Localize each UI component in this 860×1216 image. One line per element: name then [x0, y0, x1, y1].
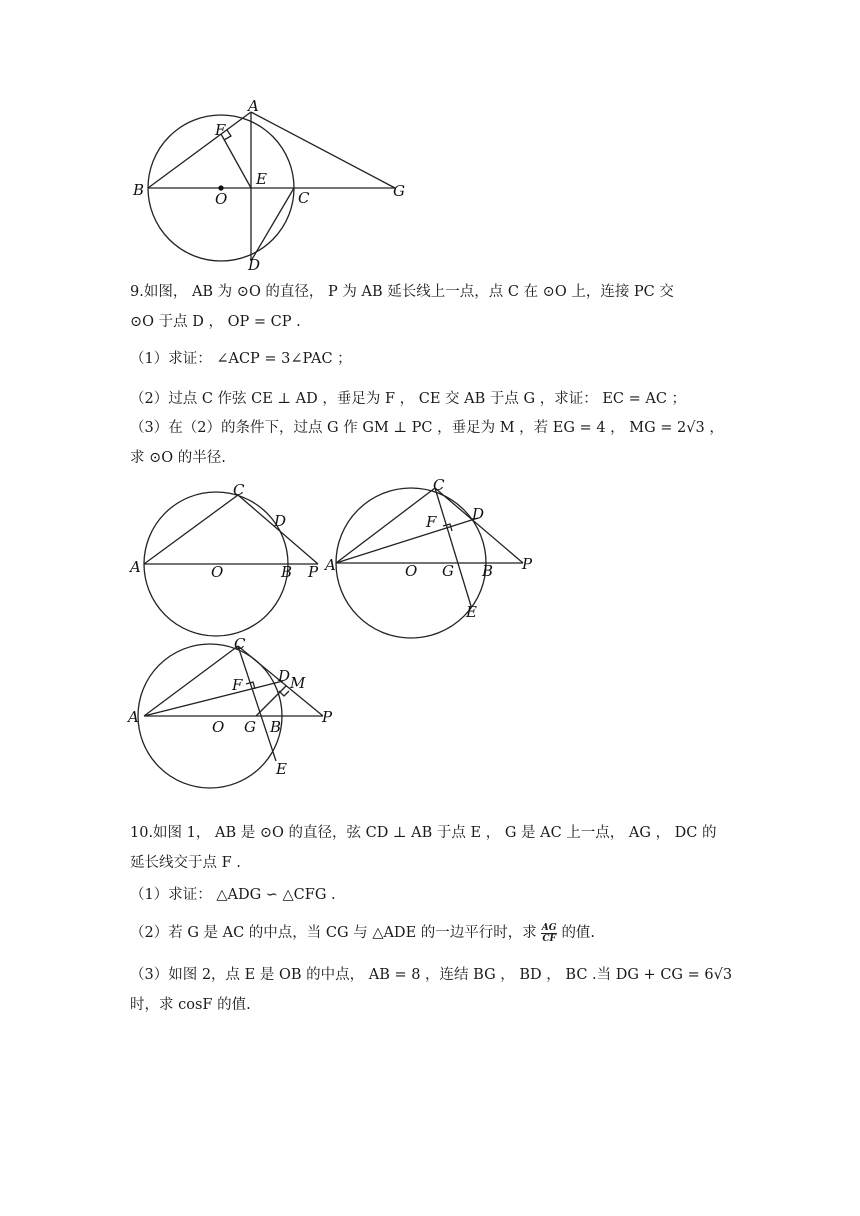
q9-f3-label-C: C [234, 635, 246, 653]
label-F: F [215, 121, 226, 139]
q9-part1: （1）求证： ∠ACP = 3∠PAC ； [130, 351, 352, 367]
q9-f2-label-P: P [522, 555, 533, 573]
label-G: G [393, 182, 405, 200]
q9-part2: （2）过点 C 作弦 CE ⊥ AD ，垂足为 F ， CE 交 AB 于点 G ，求证： EC = AC ； [130, 391, 687, 407]
q9-f3-label-M: M [290, 674, 306, 692]
label-D: D [248, 256, 261, 274]
q9-f2-label-C: C [433, 476, 445, 494]
q9-f2-label-B: B [482, 562, 494, 580]
q9-f3-label-D: D [278, 667, 291, 685]
q9-f1-label-B: B [281, 563, 293, 581]
q9-f2-label-F: F [426, 513, 437, 531]
label-A: A [248, 97, 259, 115]
label-B: B [133, 181, 145, 199]
q9-f2-label-O: O [405, 562, 418, 580]
q9-f3-label-F: F [232, 676, 243, 694]
q10-part2-tail: 的值. [561, 925, 596, 941]
q9-f2-label-A: A [325, 556, 336, 574]
q9-stem-line2: ⊙O 于点 D ， OP = CP . [130, 314, 301, 330]
geometry-figure-top [128, 97, 428, 275]
label-O: O [215, 190, 228, 208]
q10-part2 [130, 922, 750, 944]
q9-f3-label-P: P [322, 708, 333, 726]
q9-stem-line1: 9.如图， AB 为 ⊙O 的直径， P 为 AB 延长线上一点，点 C 在 ⊙O 上，连接 PC 交 [130, 284, 674, 300]
q10-part2-text: （2）若 G 是 AC 的中点，当 CG 与 △ADE 的一边平行时，求 [130, 925, 537, 941]
q9-f2-label-D: D [472, 505, 485, 523]
q10-stem-line1: 10.如图 1， AB 是 ⊙O 的直径，弦 CD ⊥ AB 于点 E ， G 是 AC 上一点， AG ， DC 的 [130, 825, 717, 841]
q9-f2-label-G: G [442, 562, 454, 580]
label-C: C [298, 189, 310, 207]
q9-figure-1 [128, 480, 328, 640]
q9-f3-label-A: A [128, 708, 139, 726]
q9-figure-3 [128, 636, 348, 791]
fraction-denominator: CF [542, 933, 556, 944]
q9-f3-label-O: O [212, 718, 225, 736]
fraction-ag-over-cf [541, 923, 558, 944]
q9-part3: （3）在（2）的条件下，过点 G 作 GM ⊥ PC ，垂足为 M ，若 EG = 4 ， MG = 2√3 ， [130, 420, 724, 436]
label-E: E [256, 170, 267, 188]
q10-stem-line2: 延长线交于点 F . [130, 855, 241, 871]
q10-part3: （3）如图 2，点 E 是 OB 的中点， AB = 8 ，连结 BG ， BD ， BC .当 DG + CG = 6√3 [130, 967, 733, 983]
q9-f3-label-B: B [270, 718, 282, 736]
q10-part1: （1）求证： △ADG ∽ △CFG . [130, 887, 336, 903]
q9-f3-label-G: G [244, 718, 256, 736]
q9-part3-cont: 求 ⊙O 的半径. [130, 450, 226, 466]
fraction-numerator: AG [541, 922, 557, 933]
q9-f1-label-C: C [233, 481, 245, 499]
q9-f1-label-O: O [211, 563, 224, 581]
q9-f1-label-P: P [308, 563, 319, 581]
q9-figure-2 [325, 478, 545, 628]
q10-part3-cont: 时，求 cosF 的值. [130, 997, 251, 1013]
q9-f1-label-A: A [130, 558, 141, 576]
q9-f1-label-D: D [274, 512, 287, 530]
q9-f2-label-E: E [466, 603, 477, 621]
q9-f3-label-E: E [276, 760, 287, 778]
